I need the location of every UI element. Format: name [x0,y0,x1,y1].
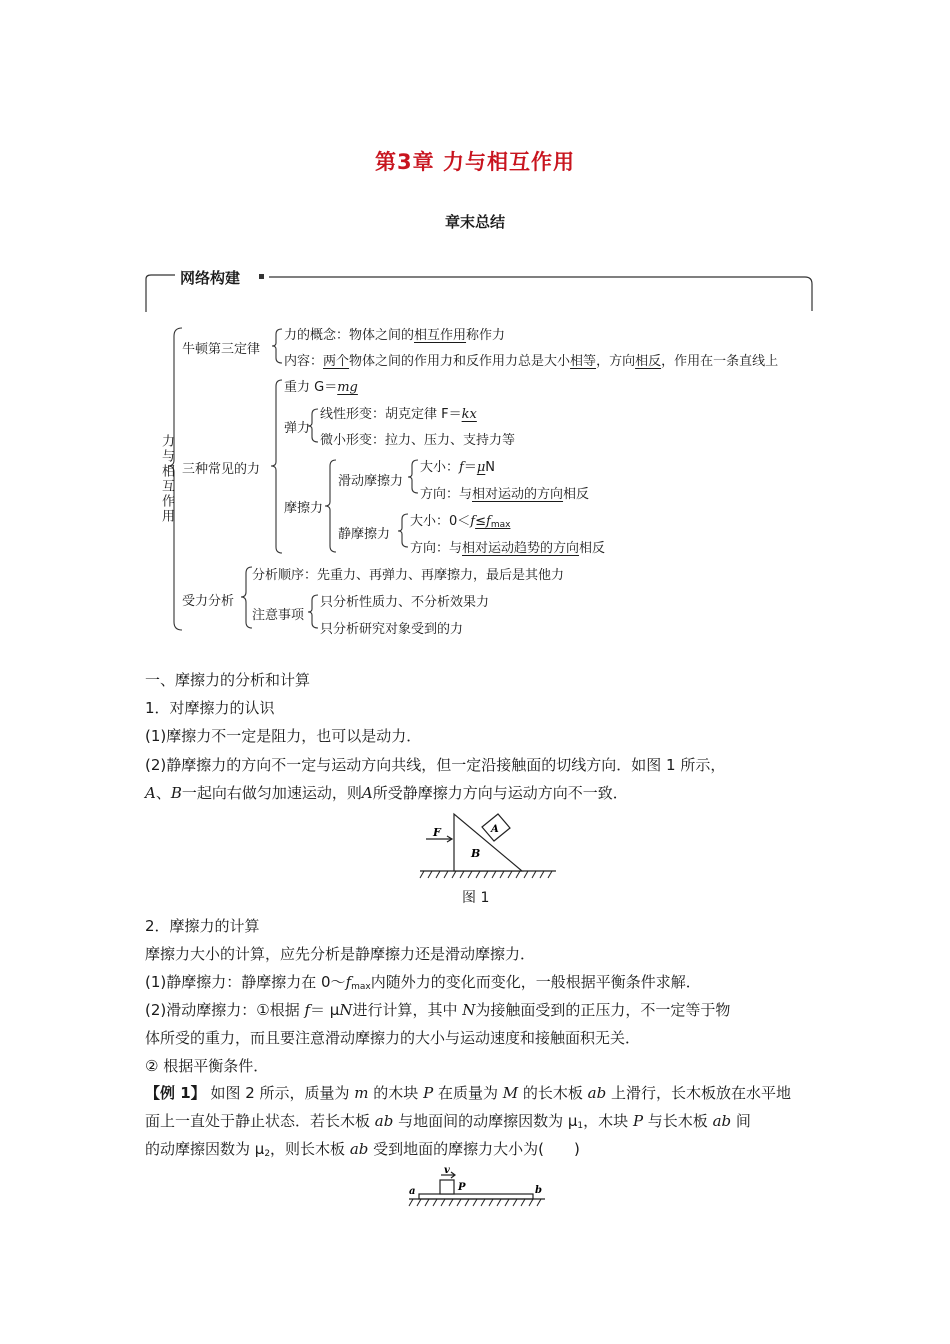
text: 的长木板 [518,1084,588,1102]
sliding-size-f: f [459,460,464,475]
fig2-label-v: v [444,1166,450,1176]
sliding-direction-tail: 相反 [563,487,590,502]
sliding-size-n: N [485,460,496,475]
text: 一起向右做匀加速运动，则 [181,784,362,802]
text: 面上一直处于静止状态．若长木板 [145,1112,375,1130]
node-force-analysis: 受力分析 [182,594,235,609]
var-a: A [145,784,156,802]
var-n: N [339,1001,353,1019]
page-subtitle: 章末总结 [444,213,505,231]
paragraph: ② 根据平衡条件． [145,1057,269,1075]
text: ，木块 [583,1112,633,1130]
mind-map-root: 力与相互作用 [159,434,174,524]
text: 上滑行，长木板放在水平地 [606,1084,791,1102]
figure-1-caption: 图 1 [462,890,490,906]
static-direction-blank: 相对运动趋势的方向 [462,541,580,556]
newton-content-blank-3: 相反 [635,354,662,369]
newton-content-blank-1: 两个 [323,354,350,369]
sliding-size-text: 大小： [420,460,460,475]
example-tag: 【例 1】 [145,1084,206,1102]
analysis-order-text: 先重力、再弹力、再摩擦力，最后是其他力 [317,568,565,583]
var-m: m [354,1084,369,1102]
text: ，则长木板 [270,1140,350,1158]
subscript: 1 [577,1121,584,1131]
subscript: 2 [264,1149,271,1159]
fig1-label-a: A [491,824,499,835]
static-size-text: 大小：0＜ [410,514,471,529]
text: (2)滑动摩擦力：①根据 [145,1001,305,1019]
newton-concept-blank: 相互作用 [414,328,467,343]
static-size-f: f [470,514,476,529]
note-line-2: 只分析研究对象受到的力 [320,622,464,637]
var-b: B [170,784,182,802]
var-ab: ab [374,1112,394,1130]
sliding-direction-line [420,483,589,502]
newton-content-mid-1: 物体之间的作用力和反作用力总是大小 [349,354,571,369]
chapter-title: 第3章 力与相互作用 [375,150,575,174]
text: 在质量为 [433,1084,503,1102]
newton-content-blank-2: 相等 [570,354,597,369]
fig1-label-b: B [471,847,481,860]
text: 内随外力的变化而变化，一般根据平衡条件求解． [370,973,701,991]
example-1-line-3 [145,1138,580,1159]
var-ab: ab [587,1084,607,1102]
static-size-blank [475,514,510,529]
newton-content-pre: 内容： [284,354,324,369]
sliding-direction-blank: 相对运动的方向 [472,487,564,502]
figure-2-diagram [405,1166,550,1214]
subheading-understanding: 1．对摩擦力的认识 [145,699,275,717]
node-three-forces: 三种常见的力 [182,462,261,477]
paragraph [145,971,701,992]
sliding-size-blank: μ [476,460,486,475]
var-n: N [462,1001,476,1019]
elastic-linear-line [320,403,477,422]
separator: 、 [155,784,171,802]
var-big-m: M [502,1084,519,1102]
newton-concept-line [284,324,505,343]
fig2-label-a: a [409,1186,416,1197]
static-size-fmax: f [486,514,491,529]
analysis-order-label: 分析顺序： [252,568,318,583]
paragraph: 体所受的重力，而且要注意滑动摩擦力的大小与运动速度和接触面积无关． [145,1029,641,1047]
var-ab: ab [712,1112,732,1130]
var-p: P [632,1112,644,1130]
elastic-linear-text: 线性形变：胡克定律 F＝ [320,407,462,422]
var-f: f [304,1001,311,1019]
text: 的木块 [368,1084,424,1102]
text: 所受静摩擦力方向与运动方向不一致． [372,784,628,802]
text: (1)静摩擦力：静摩擦力在 0～ [145,973,346,991]
text: 与地面间的动摩擦因数为 μ [393,1112,578,1130]
fig2-label-b: b [535,1185,542,1196]
subheading-calculation: 2．摩擦力的计算 [145,917,260,935]
text: 间 [731,1112,751,1130]
section-heading-friction: 一、摩擦力的分析和计算 [145,671,311,689]
var-a: A [361,784,373,802]
text: 受到地面的摩擦力大小为( ) [368,1140,580,1158]
sliding-size-eq: ＝ [463,460,477,475]
node-notes: 注意事项 [252,608,305,623]
text: 的动摩擦因数为 μ [145,1140,265,1158]
paragraph: (2)静摩擦力的方向不一定与运动方向共线，但一定沿接触面的切线方向．如图 1 所示， [145,756,726,774]
fig2-label-p: P [458,1182,466,1193]
var-p: P [423,1084,434,1102]
text: 与长木板 [643,1112,713,1130]
gravity-blank: mg [337,380,358,395]
example-1-line-2 [145,1110,751,1131]
text: 进行计算，其中 [352,1001,463,1019]
paragraph [145,999,730,1020]
newton-concept-text: 力的概念：物体之间的 [284,328,415,343]
var-f: f [345,973,352,991]
text: 为接触面受到的正压力，不一定等于物 [475,1001,731,1019]
figure-1-diagram [418,810,558,880]
newton-content-line [284,350,778,369]
paragraph [145,782,628,803]
subscript: max [351,982,371,992]
gravity-text: 重力 G＝ [284,380,338,395]
node-sliding-friction: 滑动摩擦力 [338,474,404,489]
static-direction-text: 方向：与 [410,541,463,556]
analysis-order-line [252,564,564,583]
node-elastic-force: 弹力 [284,421,311,436]
gravity-line [284,376,358,395]
sliding-direction-text: 方向：与 [420,487,473,502]
static-size-sub: max [490,520,511,530]
note-line-1: 只分析性质力、不分析效果力 [320,595,490,610]
text: ＝ μ [310,1001,340,1019]
newton-content-mid-2: ，方向 [596,354,636,369]
newton-content-tail: ，作用在一条直线上 [661,354,779,369]
static-size-line [410,510,510,530]
paragraph: (1)摩擦力不一定是阻力，也可以是动力． [145,727,422,745]
fig1-label-f: F [433,826,441,839]
newton-concept-tail: 称作力 [466,328,506,343]
static-direction-tail: 相反 [579,541,606,556]
paragraph: 摩擦力大小的计算，应先分析是静摩擦力还是滑动摩擦力． [145,945,536,963]
static-direction-line [410,537,605,556]
text: 如图 2 所示，质量为 [205,1084,355,1102]
node-newton-third-law: 牛顿第三定律 [182,342,261,357]
var-ab: ab [349,1140,369,1158]
static-size-le: ≤ [475,514,486,529]
section-title-network: 网络构建 [180,269,241,287]
elastic-micro-line: 微小形变：拉力、压力、支持力等 [320,433,516,448]
elastic-linear-blank: kx [461,407,477,422]
node-friction-force: 摩擦力 [284,501,324,516]
sliding-size-line [420,456,495,475]
node-static-friction: 静摩擦力 [338,527,391,542]
example-1-line-1 [145,1082,791,1103]
